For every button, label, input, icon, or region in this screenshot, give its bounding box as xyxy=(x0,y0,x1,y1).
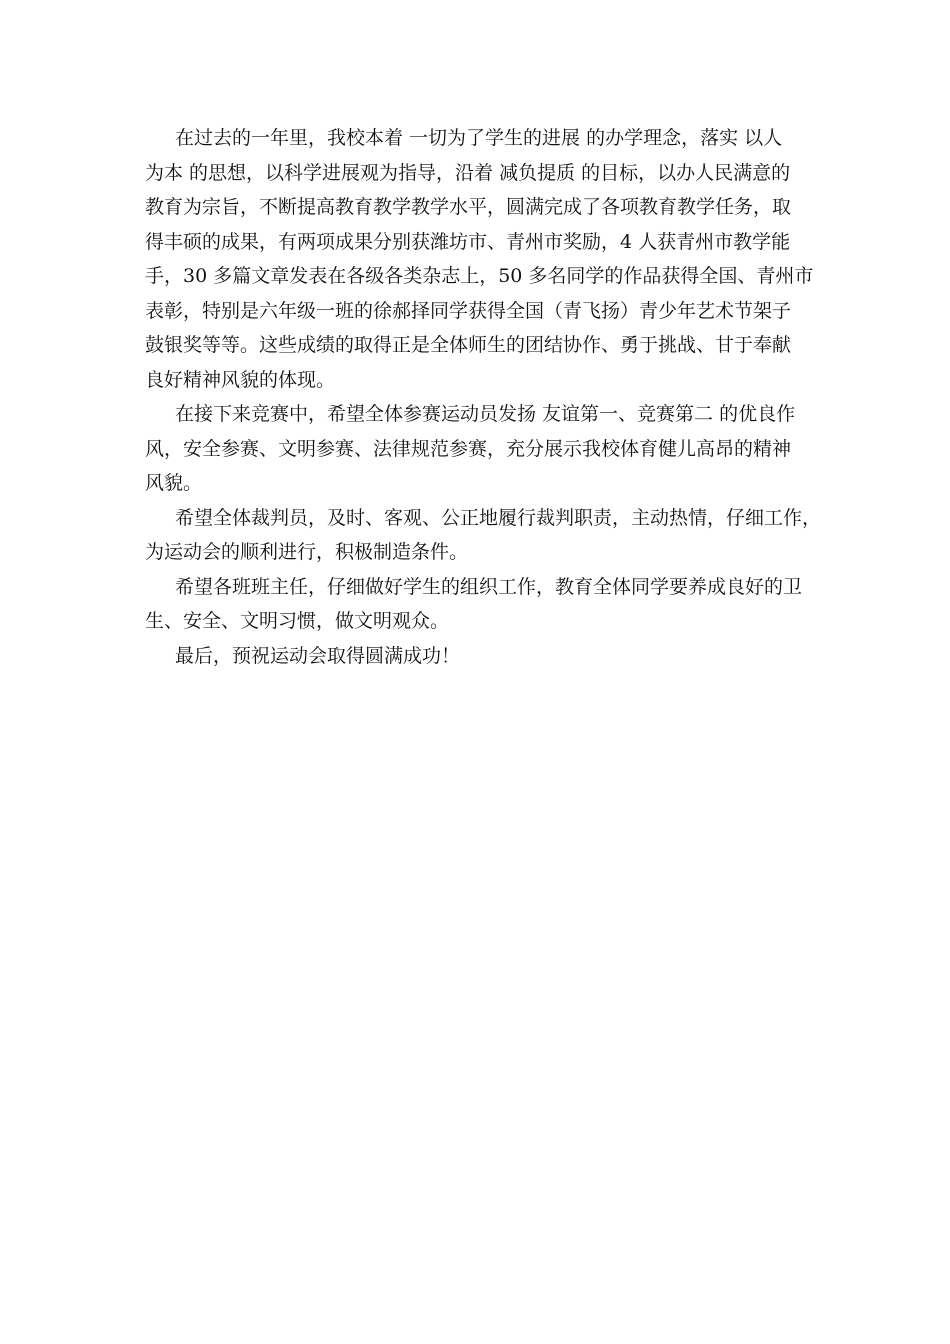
text-line: 教育为宗旨，不断提高教育教学教学水平，圆满完成了各项教育教学任务，取 xyxy=(145,196,792,218)
text-line: 为运动会的顺利进行，积极制造条件。 xyxy=(145,541,469,563)
text-line: 在过去的一年里，我校本着 一切为了学生的进展 的办学理念，落实 以人 xyxy=(175,127,783,149)
text-line: 生、安全、文明习惯，做文明观众。 xyxy=(145,610,450,632)
text-line: 得丰硕的成果，有两项成果分别获潍坊市、青州市奖励，4 人获青州市教学能 xyxy=(145,230,791,253)
paragraph-referees xyxy=(145,501,822,570)
paragraph-achievements xyxy=(145,121,814,397)
document-body xyxy=(145,121,822,673)
text-line: 希望全体裁判员，及时、客观、公正地履行裁判职责，主动热情，仔细工作， xyxy=(175,506,822,529)
text-line: 希望各班班主任，仔细做好学生的组织工作，教育全体同学要养成良好的卫 xyxy=(175,575,803,598)
text-line: 鼓银奖等等。这些成绩的取得正是全体师生的团结协作、勇于挑战、甘于奉献 xyxy=(145,334,792,356)
text-line: 风貌。 xyxy=(145,472,203,494)
text-line: 良好精神风貌的体现。 xyxy=(145,368,336,391)
text-line: 表彰，特别是六年级一班的徐郝择同学获得全国（青飞扬）青少年艺术节架子 xyxy=(145,299,792,322)
text-line: 风，安全参赛、文明参赛、法律规范参赛，充分展示我校体育健儿高昂的精神 xyxy=(145,437,792,460)
text-line: 为本 的思想，以科学进展观为指导，沿着 减负提质 的目标，以办人民满意的 xyxy=(145,161,791,184)
paragraph-class-teachers xyxy=(145,570,810,639)
text-line: 最后，预祝运动会取得圆满成功！ xyxy=(175,644,461,667)
paragraph-closing xyxy=(145,639,810,674)
paragraph-athletes xyxy=(145,397,810,501)
text-line: 手，30 多篇文章发表在各级各类杂志上，50 多名同学的作品获得全国、青州市 xyxy=(145,265,814,287)
text-line: 在接下来竞赛中，希望全体参赛运动员发扬 友谊第一、竞赛第二 的优良作 xyxy=(175,403,796,425)
